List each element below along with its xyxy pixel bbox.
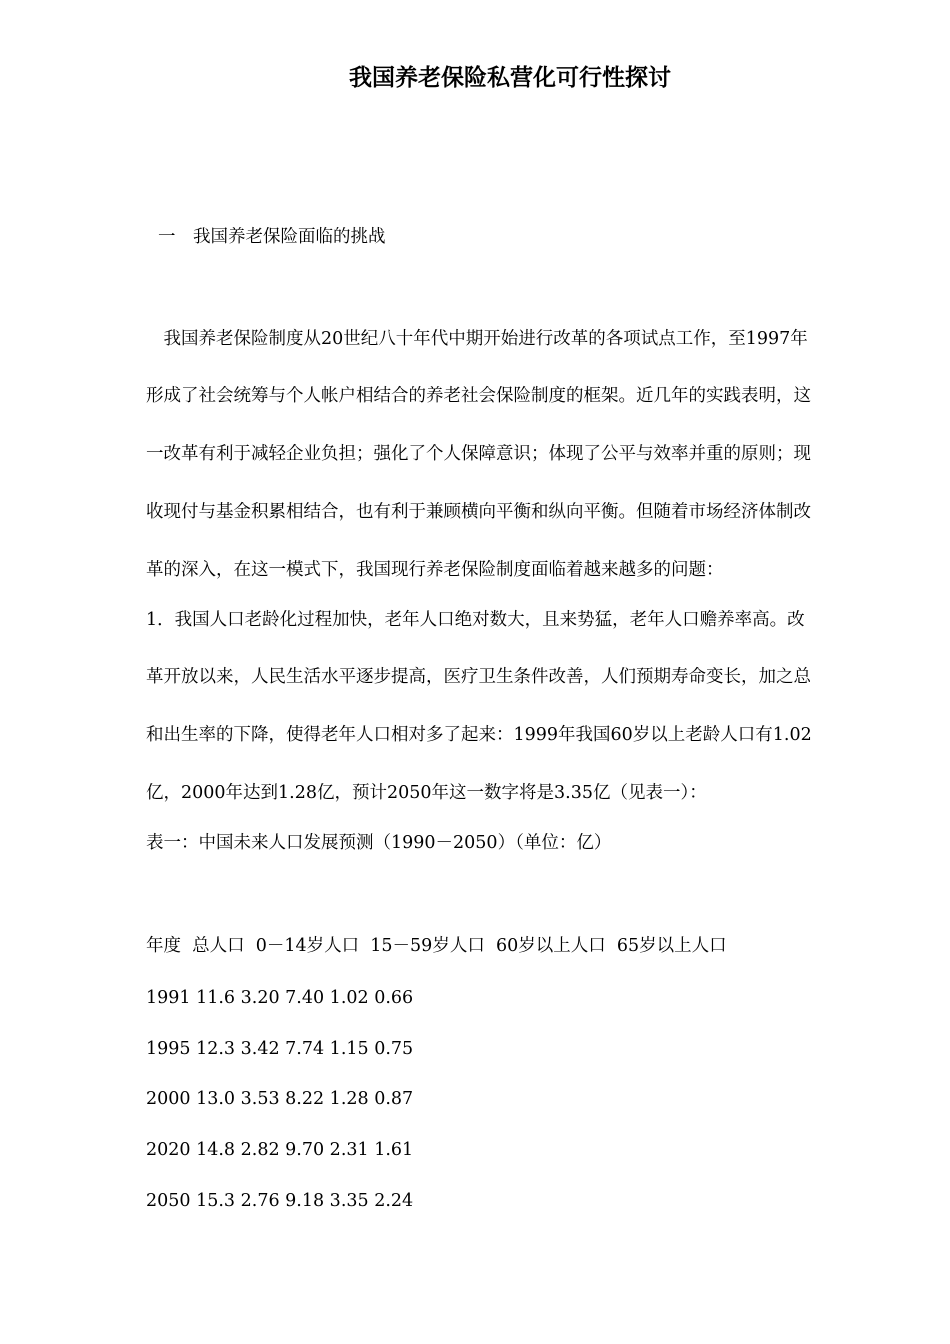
- list-item-line: 革开放以来，人民生活水平逐步提高，医疗卫生条件改善，人们预期寿命变长，加之总: [146, 667, 811, 687]
- list-item-line: 亿，2000年达到1.28亿，预计2050年这一数字将是3.35亿（见表一）：: [146, 783, 707, 803]
- paragraph-line: 收现付与基金积累相结合，也有利于兼顾横向平衡和纵向平衡。但随着市场经济体制改: [146, 502, 811, 522]
- table-row: 1995 12.3 3.42 7.74 1.15 0.75: [146, 1039, 414, 1059]
- section-heading: 一 我国养老保险面临的挑战: [158, 227, 386, 247]
- table-caption: 表一：中国未来人口发展预测（1990－2050）（单位：亿）: [146, 833, 612, 853]
- paragraph-line: 形成了社会统筹与个人帐户相结合的养老社会保险制度的框架。近几年的实践表明，这: [146, 386, 811, 406]
- table-row: 1991 11.6 3.20 7.40 1.02 0.66: [146, 988, 414, 1008]
- list-item-line: 和出生率的下降，使得老年人口相对多了起来：1999年我国60岁以上老龄人口有1.02: [146, 725, 812, 745]
- paragraph-line: 革的深入，在这一模式下，我国现行养老保险制度面临着越来越多的问题：: [146, 560, 724, 580]
- table-row: 2050 15.3 2.76 9.18 3.35 2.24: [146, 1191, 414, 1211]
- document-title: 我国养老保险私营化可行性探讨: [349, 65, 671, 91]
- paragraph-line: 一改革有利于减轻企业负担；强化了个人保障意识；体现了公平与效率并重的原则；现: [146, 444, 811, 464]
- table-row: 2000 13.0 3.53 8.22 1.28 0.87: [146, 1089, 414, 1109]
- table-header: 年度 总人口 0－14岁人口 15－59岁人口 60岁以上人口 65岁以上人口: [146, 936, 727, 956]
- paragraph-line: 我国养老保险制度从20世纪八十年代中期开始进行改革的各项试点工作，至1997年: [146, 329, 808, 349]
- list-item-line: 1．我国人口老龄化过程加快，老年人口绝对数大，且来势猛，老年人口赡养率高。改: [146, 610, 805, 630]
- table-row: 2020 14.8 2.82 9.70 2.31 1.61: [146, 1140, 414, 1160]
